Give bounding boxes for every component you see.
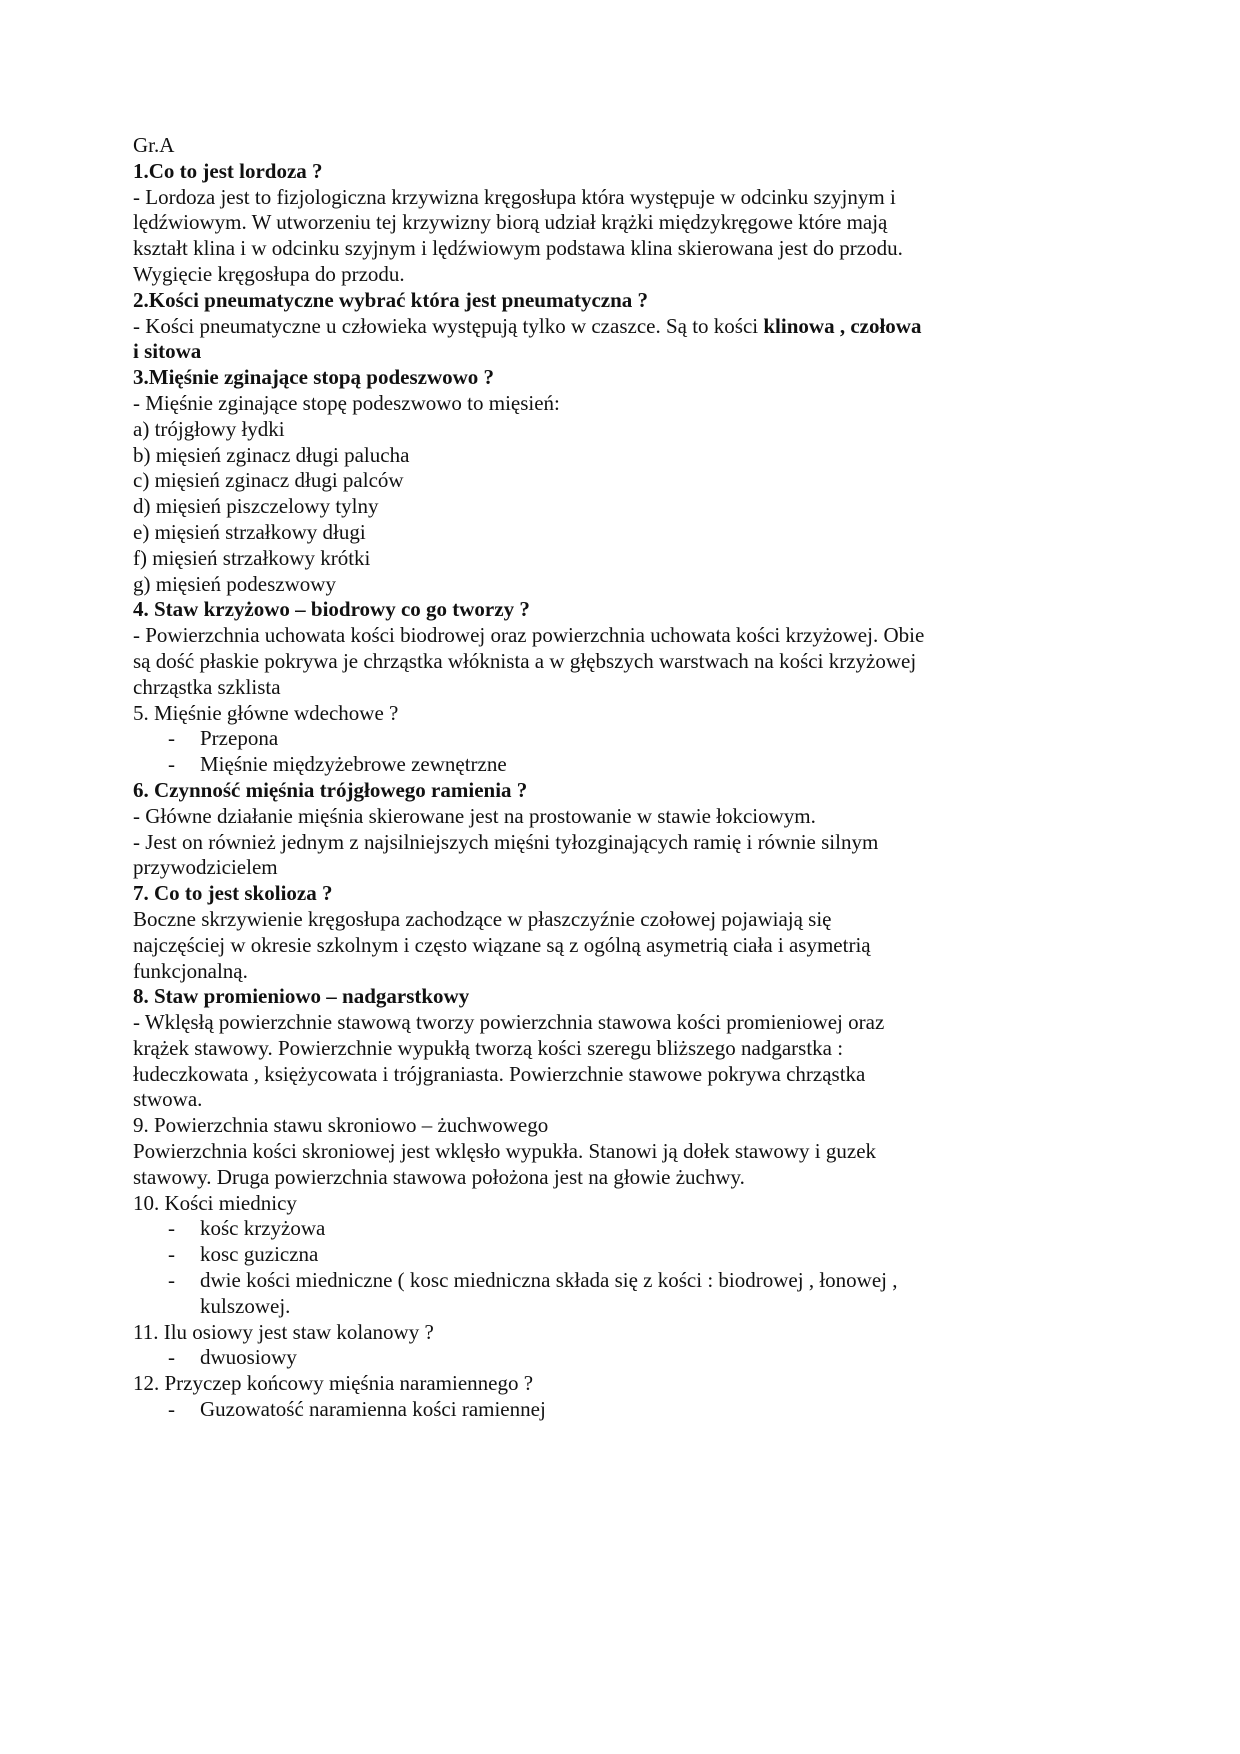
question-6-title: 6. Czynność mięśnia trójgłowego ramienia ?: [133, 777, 528, 802]
answer-8-line: - Wklęsłą powierzchnie stawową tworzy powierzchnia stawowa kości promieniowej oraz: [133, 1010, 885, 1035]
bullet-dash: -: [168, 726, 175, 751]
bullet-text: dwuosiowy: [200, 1345, 297, 1370]
list-item: c) mięsień zginacz długi palców: [133, 468, 404, 493]
answer-1-line: kształt klina i w odcinku szyjnym i lędźwiowym podstawa klina skierowana jest do przodu.: [133, 236, 903, 261]
answer-1-line: lędźwiowym. W utworzeniu tej krzywizny biorą udział krążki międzykręgowe które mają: [133, 210, 888, 235]
answer-4-line: - Powierzchnia uchowata kości biodrowej oraz powierzchnia uchowata kości krzyżowej. Obie: [133, 623, 925, 648]
bullet-text: dwie kości miedniczne ( kosc miedniczna składa się z kości : biodrowej , łonowej , kulszowej.: [200, 1268, 898, 1318]
answer-6-line: - Jest on również jednym z najsilniejszych mięśni tyłozginających ramię i równie silnym: [133, 829, 879, 854]
question-12-title: 12. Przyczep końcowy mięśnia naramiennego ?: [133, 1371, 534, 1396]
list-item: g) mięsień podeszwowy: [133, 571, 336, 596]
answer-2-bold-text: klinowa , czołowa: [763, 313, 922, 338]
bullet-item: [133, 726, 1093, 752]
question-9-title: 9. Powierzchnia stawu skroniowo – żuchwowego: [133, 1113, 549, 1138]
answer-8-line: krążek stawowy. Powierzchnie wypukłą tworzą kości szeregu bliższego nadgarstka :: [133, 1035, 844, 1060]
question-10-title: 10. Kości miednicy: [133, 1190, 297, 1215]
question-11-title: 11. Ilu osiowy jest staw kolanowy ?: [133, 1319, 434, 1344]
answer-1-line: - Lordoza jest to fizjologiczna krzywizna kręgosłupa która występuje w odcinku szyjnym i: [133, 184, 896, 209]
list-item: d) mięsień piszczelowy tylny: [133, 494, 379, 519]
question-1-title: 1.Co to jest lordoza ?: [133, 158, 323, 183]
bullet-text: kosc guziczna: [200, 1242, 319, 1267]
bullet-dash: -: [168, 752, 175, 777]
bullet-item: [133, 1345, 1093, 1371]
answer-4-line: chrząstka szklista: [133, 674, 281, 699]
list-item: b) mięsień zginacz długi palucha: [133, 442, 410, 467]
bullet-text: Guzowatość naramienna kości ramiennej: [200, 1397, 546, 1422]
bullet-text: Mięśnie międzyżebrowe zewnętrzne: [200, 752, 507, 777]
question-5-title: 5. Mięśnie główne wdechowe ?: [133, 700, 399, 725]
question-4-title: 4. Staw krzyżowo – biodrowy co go tworzy ?: [133, 597, 530, 622]
bullet-dash: -: [168, 1242, 175, 1267]
bullet-dash: -: [168, 1268, 175, 1293]
document-page: [133, 133, 1093, 1423]
answer-6-line: - Główne działanie mięśnia skierowane jest na prostowanie w stawie łokciowym.: [133, 803, 816, 828]
bullet-text: kośc krzyżowa: [200, 1216, 326, 1241]
answer-7-line: Boczne skrzywienie kręgosłupa zachodzące w płaszczyźnie czołowej pojawiają się: [133, 906, 832, 931]
answer-2-text: - Kości pneumatyczne u człowieka występują tylko w czaszce. Są to kości: [133, 313, 764, 338]
answer-9-line: Powierzchnia kości skroniowej jest wklęsło wypukła. Stanowi ją dołek stawowy i guzek: [133, 1139, 877, 1164]
question-3-title: 3.Mięśnie zginające stopą podeszwowo ?: [133, 365, 495, 390]
bullet-dash: -: [168, 1345, 175, 1370]
answer-7-line: funkcjonalną.: [133, 958, 248, 983]
answer-2-bold-line: i sitowa: [133, 339, 202, 364]
answer-1-line: Wygięcie kręgosłupa do przodu.: [133, 261, 405, 286]
list-item: f) mięsień strzałkowy krótki: [133, 545, 371, 570]
answer-8-line: stwowa.: [133, 1087, 203, 1112]
answer-7-line: najczęściej w okresie szkolnym i często wiązane są z ogólną asymetrią ciała i asymetrią: [133, 932, 871, 957]
bullet-text: Przepona: [200, 726, 279, 751]
answer-6-line: przywodzicielem: [133, 855, 278, 880]
bullet-item: [133, 1216, 1093, 1242]
answer-8-line: łudeczkowata , księżycowata i trójgraniasta. Powierzchnie stawowe pokrywa chrząstka: [133, 1061, 866, 1086]
bullet-item: [133, 752, 1093, 778]
group-label: Gr.A: [133, 133, 175, 157]
bullet-item: [133, 1242, 1093, 1268]
bullet-dash: -: [168, 1397, 175, 1422]
question-7-title: 7. Co to jest skolioza ?: [133, 881, 333, 906]
question-8-title: 8. Staw promieniowo – nadgarstkowy: [133, 984, 470, 1009]
answer-3-intro: - Mięśnie zginające stopę podeszwowo to mięsień:: [133, 390, 560, 415]
list-item: e) mięsień strzałkowy długi: [133, 519, 366, 544]
answer-9-line: stawowy. Druga powierzchnia stawowa położona jest na głowie żuchwy.: [133, 1164, 745, 1189]
question-2-title: 2.Kości pneumatyczne wybrać która jest pneumatyczna ?: [133, 287, 649, 312]
bullet-item: [133, 1397, 1093, 1423]
answer-2-line: [133, 314, 1093, 340]
bullet-dash: -: [168, 1216, 175, 1241]
answer-4-line: są dość płaskie pokrywa je chrząstka włóknista a w głębszych warstwach na kości krzyżowej: [133, 648, 917, 673]
list-item: a) trójgłowy łydki: [133, 416, 285, 441]
bullet-item: [133, 1268, 980, 1320]
